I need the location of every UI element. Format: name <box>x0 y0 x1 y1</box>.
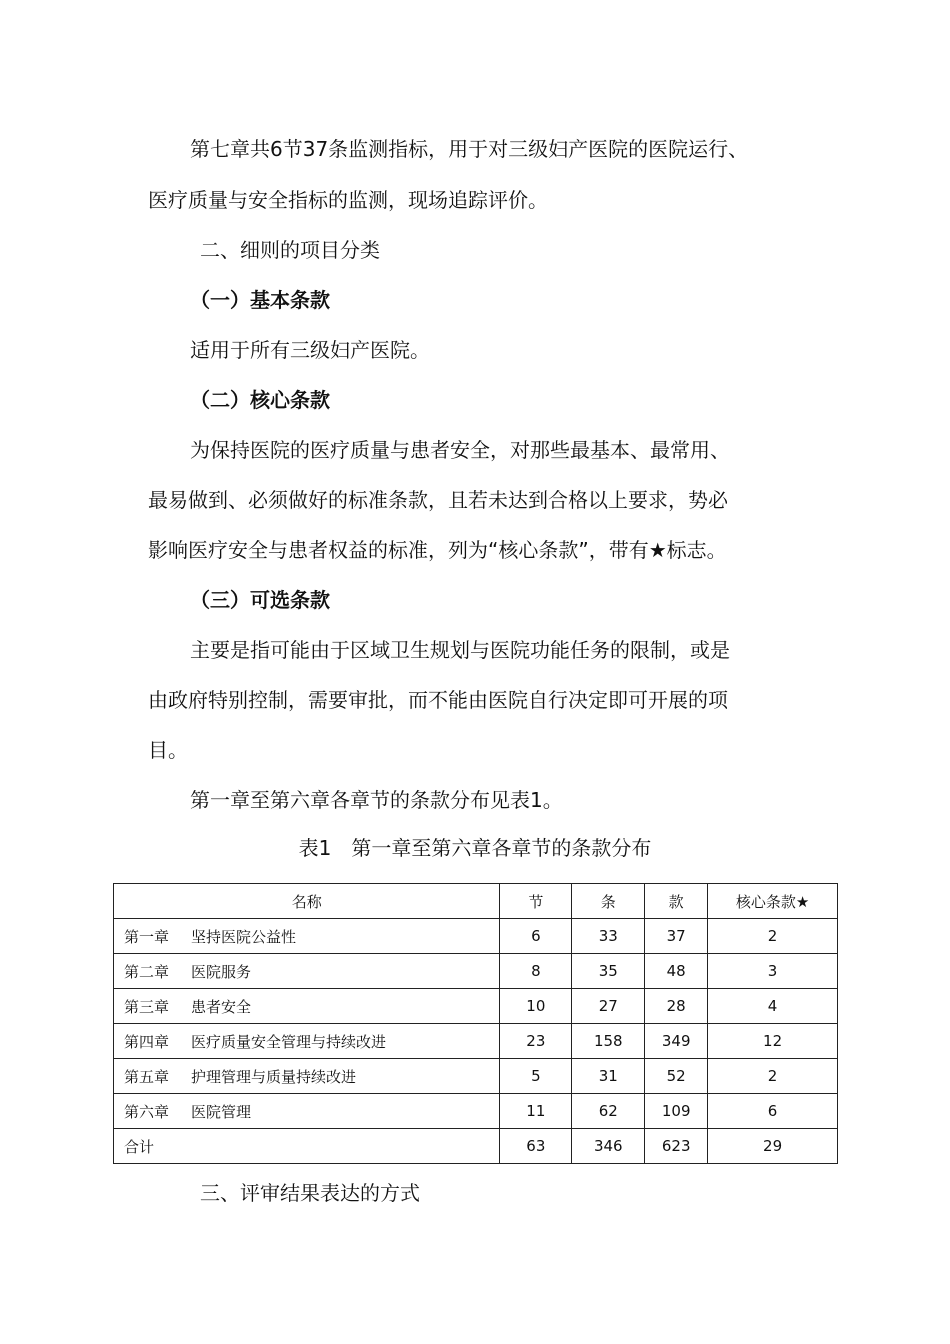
paragraph-line: 影响医疗安全与患者权益的标准，列为“核心条款”，带有★标志。 <box>148 538 727 562</box>
paragraph-line: 适用于所有三级妇产医院。 <box>190 338 430 362</box>
core-cell: 2 <box>708 1059 838 1094</box>
paragraph-line: 为保持医院的医疗质量与患者安全，对那些最基本、最常用、 <box>190 438 730 462</box>
paragraph-line: 主要是指可能由于区域卫生规划与医院功能任务的限制，或是 <box>190 638 730 662</box>
core-cell: 2 <box>708 919 838 954</box>
chapter-title: 医疗质量安全管理与持续改进 <box>191 1032 387 1051</box>
table-row <box>114 1094 838 1129</box>
table-row <box>114 989 838 1024</box>
table-row <box>114 954 838 989</box>
chapter-title: 护理管理与质量持续改进 <box>191 1067 357 1086</box>
paragraph-line: 第七章共6节37条监测指标，用于对三级妇产医院的医院运行、 <box>190 137 749 161</box>
chapter-name-cell <box>114 1059 500 1094</box>
core-cell: 12 <box>708 1024 838 1059</box>
total-label-cell: 合计 <box>114 1129 500 1164</box>
items-cell: 109 <box>645 1094 708 1129</box>
sections-cell: 63 <box>500 1129 572 1164</box>
chapter-title: 坚持医院公益性 <box>191 927 297 946</box>
clauses-cell: 27 <box>572 989 645 1024</box>
items-cell: 349 <box>645 1024 708 1059</box>
clauses-cell: 31 <box>572 1059 645 1094</box>
table-row <box>114 919 838 954</box>
sections-cell: 5 <box>500 1059 572 1094</box>
paragraph-line: 最易做到、必须做好的标准条款，且若未达到合格以上要求，势必 <box>148 488 728 512</box>
chapter-number: 第一章 <box>124 927 170 946</box>
header-core: 核心条款★ <box>708 884 838 919</box>
chapter-title: 患者安全 <box>191 997 252 1016</box>
paragraph-line: 第一章至第六章各章节的条款分布见表1。 <box>190 788 563 812</box>
subsection-heading: （二）核心条款 <box>190 388 330 412</box>
items-cell: 623 <box>645 1129 708 1164</box>
sections-cell: 10 <box>500 989 572 1024</box>
subsection-heading: （三）可选条款 <box>190 588 330 612</box>
chapter-number: 第六章 <box>124 1102 170 1121</box>
table-row <box>114 1024 838 1059</box>
header-name: 名称 <box>114 884 500 919</box>
core-cell: 4 <box>708 989 838 1024</box>
clauses-cell: 346 <box>572 1129 645 1164</box>
section-heading: 二、细则的项目分类 <box>200 238 380 262</box>
header-sections: 节 <box>500 884 572 919</box>
chapter-name-cell <box>114 954 500 989</box>
chapter-name-cell <box>114 989 500 1024</box>
items-cell: 37 <box>645 919 708 954</box>
clauses-cell: 33 <box>572 919 645 954</box>
table-caption: 表1 第一章至第六章各章节的条款分布 <box>298 836 652 860</box>
items-cell: 28 <box>645 989 708 1024</box>
subsection-heading: （一）基本条款 <box>190 288 330 312</box>
sections-cell: 11 <box>500 1094 572 1129</box>
sections-cell: 8 <box>500 954 572 989</box>
table-row <box>114 1059 838 1094</box>
items-cell: 52 <box>645 1059 708 1094</box>
paragraph-line: 由政府特别控制，需要审批，而不能由医院自行决定即可开展的项 <box>148 688 728 712</box>
chapter-name-cell <box>114 1024 500 1059</box>
paragraph-line: 医疗质量与安全指标的监测，现场追踪评价。 <box>148 188 548 212</box>
paragraph-line: 目。 <box>148 738 188 762</box>
chapter-number: 第二章 <box>124 962 170 981</box>
chapter-title: 医院服务 <box>191 962 252 981</box>
header-items: 款 <box>645 884 708 919</box>
table-header-row <box>114 884 838 919</box>
clauses-cell: 62 <box>572 1094 645 1129</box>
table-total-row <box>114 1129 838 1164</box>
clauses-cell: 158 <box>572 1024 645 1059</box>
clauses-cell: 35 <box>572 954 645 989</box>
chapter-name-cell <box>114 919 500 954</box>
chapter-name-cell <box>114 1094 500 1129</box>
core-cell: 29 <box>708 1129 838 1164</box>
clause-distribution-table <box>113 883 838 1164</box>
items-cell: 48 <box>645 954 708 989</box>
sections-cell: 23 <box>500 1024 572 1059</box>
chapter-number: 第三章 <box>124 997 170 1016</box>
section-heading: 三、评审结果表达的方式 <box>200 1181 420 1205</box>
core-cell: 6 <box>708 1094 838 1129</box>
header-clauses: 条 <box>572 884 645 919</box>
chapter-number: 第五章 <box>124 1067 170 1086</box>
sections-cell: 6 <box>500 919 572 954</box>
chapter-title: 医院管理 <box>191 1102 252 1121</box>
core-cell: 3 <box>708 954 838 989</box>
chapter-number: 第四章 <box>124 1032 170 1051</box>
